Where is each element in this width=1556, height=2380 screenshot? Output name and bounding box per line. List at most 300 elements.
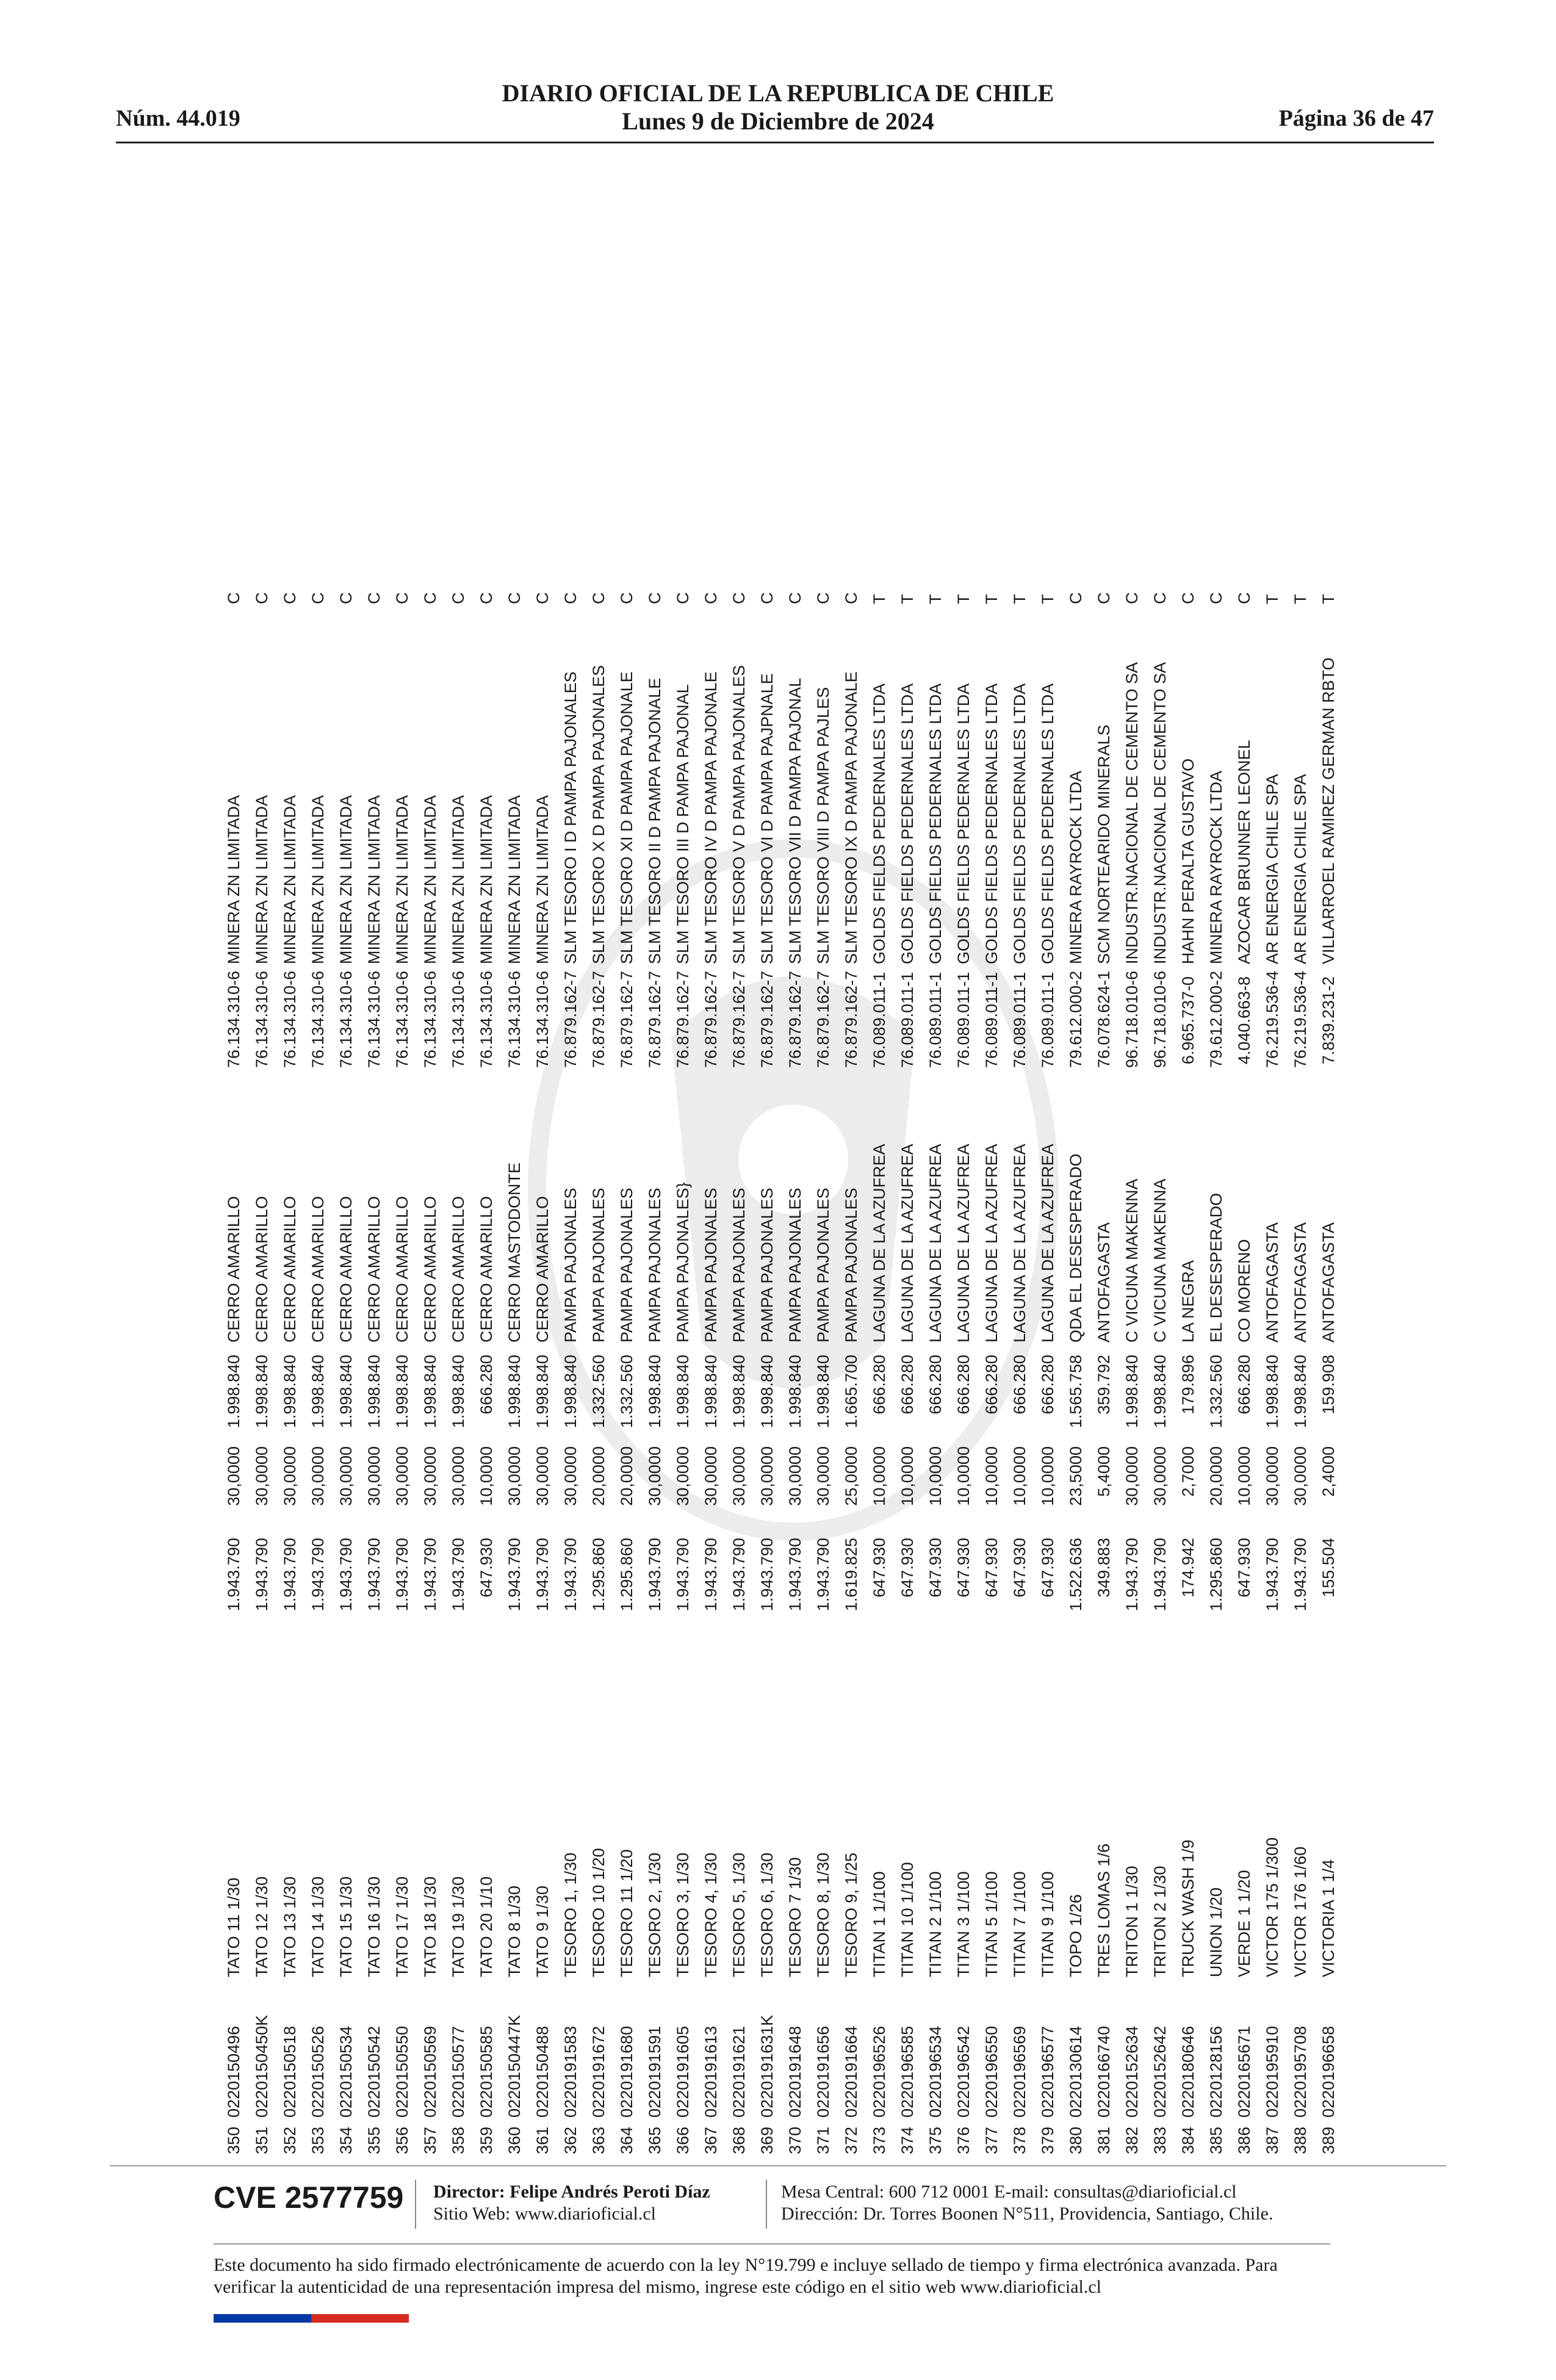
cell-hectares: 30,0000 <box>448 1446 467 1506</box>
cell-value-2: 1.998.840 <box>785 1355 804 1429</box>
cell-value-1: 1.943.790 <box>673 1538 692 1612</box>
cell-rut: 76.134.310-6 <box>420 970 439 1068</box>
cell-row-index: 378 <box>1010 2126 1029 2154</box>
cell-concession-name: TESORO 9, 1/25 <box>841 1852 860 1977</box>
publication-name: DIARIO OFICIAL DE LA REPUBLICA DE CHILE <box>502 79 1054 107</box>
cell-type-code: C <box>336 592 355 604</box>
cell-rol-number: 0220150542 <box>364 2025 383 2118</box>
cell-owner: MINERA ZN LIMITADA <box>448 795 467 964</box>
cell-rol-number: 0220191672 <box>589 2025 608 2118</box>
cell-rol-number: 0220191605 <box>673 2025 692 2118</box>
cell-rol-number: 0220196577 <box>1038 2025 1057 2118</box>
cell-type-code: C <box>280 592 299 604</box>
cell-type-code: C <box>589 592 608 604</box>
cell-location: CO MORENO <box>1234 1239 1253 1343</box>
cell-hectares: 30,0000 <box>561 1446 580 1506</box>
table-row <box>472 250 500 2154</box>
cell-rut: 76.134.310-6 <box>252 970 271 1068</box>
cell-location: CERRO AMARILLO <box>336 1195 355 1343</box>
cell-value-2: 1.998.840 <box>308 1355 327 1429</box>
cell-owner: GOLDS FIELDS PEDERNALES LTDA <box>1038 683 1057 964</box>
website-line: Sitio Web: www.diarioficial.cl <box>433 2204 657 2224</box>
cell-owner: SLM TESORO III D PAMPA PAJONAL <box>673 684 692 964</box>
cell-value-2: 159.908 <box>1319 1355 1338 1415</box>
cell-row-index: 367 <box>701 2126 720 2154</box>
table-row <box>697 250 725 2154</box>
cell-owner: SLM TESORO I D PAMPA PAJONALES <box>561 671 580 964</box>
cell-rol-number: 0220150450K <box>252 2014 271 2118</box>
cell-concession-name: TITAN 9 1/100 <box>1038 1871 1057 1977</box>
cell-location: C VICUNA MAKENNA <box>1150 1178 1169 1343</box>
cell-concession-name: TESORO 10 1/20 <box>589 1848 608 1977</box>
cell-value-2: 1.998.840 <box>645 1355 664 1429</box>
cell-hectares: 10,0000 <box>1010 1446 1029 1506</box>
cell-concession-name: TESORO 11 1/20 <box>617 1849 636 1977</box>
concessions-table <box>220 250 1342 2154</box>
cell-row-index: 386 <box>1234 2126 1253 2154</box>
cell-value-1: 1.943.790 <box>448 1538 467 1612</box>
cell-row-index: 372 <box>841 2126 860 2154</box>
cell-concession-name: TATO 14 1/30 <box>308 1876 327 1977</box>
cell-type-code: C <box>645 592 664 604</box>
address-line: Dirección: Dr. Torres Boonen N°511, Providencia, Santiago, Chile. <box>781 2204 1273 2224</box>
cell-owner: MINERA ZN LIMITADA <box>533 795 552 964</box>
table-row <box>1314 250 1342 2154</box>
cell-value-2: 1.998.840 <box>729 1355 748 1429</box>
issue-number: Núm. 44.019 <box>116 106 240 131</box>
table-row <box>220 250 248 2154</box>
table-row <box>248 250 276 2154</box>
table-row <box>1090 250 1118 2154</box>
cell-value-1: 1.943.790 <box>1262 1538 1281 1612</box>
cve-code: CVE 2577759 <box>214 2180 404 2215</box>
cell-value-1: 1.943.790 <box>533 1538 552 1612</box>
cell-hectares: 30,0000 <box>308 1446 327 1506</box>
cell-value-2: 1.998.840 <box>673 1355 692 1429</box>
cell-owner: SLM TESORO II D PAMPA PAJONALE <box>645 677 664 964</box>
cell-location: CERRO AMARILLO <box>448 1195 467 1343</box>
cell-location: CERRO AMARILLO <box>392 1195 411 1343</box>
cell-rol-number: 0220196569 <box>1010 2025 1029 2118</box>
cell-row-index: 375 <box>926 2126 945 2154</box>
table-row <box>1146 250 1174 2154</box>
cell-hectares: 20,0000 <box>617 1446 636 1506</box>
table-row <box>781 250 809 2154</box>
cell-rol-number: 0220180646 <box>1178 2025 1197 2118</box>
table-row <box>613 250 641 2154</box>
cell-value-1: 647.930 <box>477 1538 495 1598</box>
table-row <box>641 250 669 2154</box>
cell-location: LAGUNA DE LA AZUFREA <box>870 1144 888 1343</box>
cell-type-code: C <box>364 592 383 604</box>
cell-hectares: 30,0000 <box>1262 1446 1281 1506</box>
cell-row-index: 384 <box>1178 2126 1197 2154</box>
cell-row-index: 389 <box>1319 2126 1338 2154</box>
cell-location: PAMPA PAJONALES <box>701 1188 720 1343</box>
cell-row-index: 364 <box>617 2126 636 2154</box>
cell-hectares: 30,0000 <box>505 1446 524 1506</box>
cell-hectares: 10,0000 <box>982 1446 1001 1506</box>
publication-date: Lunes 9 de Diciembre de 2024 <box>622 107 934 135</box>
cell-owner: SLM TESORO IX D PAMPA PAJONALE <box>841 671 860 964</box>
cell-owner: GOLDS FIELDS PEDERNALES LTDA <box>898 683 917 964</box>
cell-location: LA NEGRA <box>1178 1260 1197 1343</box>
cell-owner: GOLDS FIELDS PEDERNALES LTDA <box>926 683 945 964</box>
cell-owner: MINERA RAYROCK LTDA <box>1066 770 1085 964</box>
cell-row-index: 376 <box>954 2126 973 2154</box>
cell-type-code: T <box>926 594 945 604</box>
table-row <box>669 250 697 2154</box>
cell-rol-number: 0220152634 <box>1122 2025 1141 2118</box>
cell-rut: 96.718.010-6 <box>1122 970 1141 1068</box>
cell-rut: 76.134.310-6 <box>448 970 467 1068</box>
cell-concession-name: TESORO 4, 1/30 <box>701 1852 720 1977</box>
cell-row-index: 385 <box>1206 2126 1225 2154</box>
cell-value-1: 1.943.790 <box>561 1538 580 1612</box>
cell-value-1: 647.930 <box>1234 1538 1253 1598</box>
cell-value-1: 1.943.790 <box>336 1538 355 1612</box>
cell-row-index: 362 <box>561 2126 580 2154</box>
cell-rol-number: 0220191664 <box>841 2025 860 2118</box>
cell-value-2: 666.280 <box>477 1355 495 1415</box>
cell-value-1: 1.943.790 <box>729 1538 748 1612</box>
cell-rol-number: 0220130614 <box>1066 2025 1085 2118</box>
cell-row-index: 379 <box>1038 2126 1057 2154</box>
cell-value-2: 1.998.840 <box>561 1355 580 1429</box>
cell-owner: SLM TESORO VIII D PAMPA PAJLES <box>813 687 832 964</box>
cell-row-index: 368 <box>729 2126 748 2154</box>
cell-rut: 76.134.310-6 <box>280 970 299 1068</box>
cell-row-index: 361 <box>533 2126 552 2154</box>
cell-owner: SLM TESORO XI D PAMPA PAJONALE <box>617 671 636 964</box>
cell-hectares: 25,0000 <box>841 1446 860 1506</box>
cell-rol-number: 0220196534 <box>926 2025 945 2118</box>
cell-concession-name: TESORO 2, 1/30 <box>645 1852 664 1977</box>
cell-concession-name: TATO 19 1/30 <box>448 1876 467 1977</box>
table-row <box>1258 250 1286 2154</box>
cell-rol-number: 0220196550 <box>982 2025 1001 2118</box>
cell-rut: 79.612.000-2 <box>1066 970 1085 1068</box>
cell-row-index: 359 <box>477 2126 495 2154</box>
cell-value-2: 179.896 <box>1178 1355 1197 1415</box>
cell-owner: MINERA ZN LIMITADA <box>505 795 524 964</box>
cell-rol-number: 0220195708 <box>1291 2025 1309 2118</box>
cell-hectares: 10,0000 <box>477 1446 495 1506</box>
cell-type-code: T <box>898 594 917 604</box>
cell-type-code: T <box>982 594 1001 604</box>
cell-rut: 76.879.162-7 <box>813 970 832 1068</box>
cell-concession-name: TESORO 7 1/30 <box>785 1857 804 1977</box>
cell-hectares: 10,0000 <box>870 1446 888 1506</box>
cell-concession-name: TESORO 5, 1/30 <box>729 1852 748 1977</box>
cell-rut: 76.078.624-1 <box>1094 970 1113 1068</box>
cell-type-code: T <box>1262 594 1281 604</box>
cell-value-2: 1.665.700 <box>841 1355 860 1429</box>
cell-rut: 7.839.231-2 <box>1319 976 1338 1065</box>
footer-director-block <box>433 2181 710 2225</box>
table-row <box>865 250 893 2154</box>
cell-hectares: 20,0000 <box>589 1446 608 1506</box>
cell-owner: AR ENERGIA CHILE SPA <box>1262 774 1281 964</box>
cell-row-index: 381 <box>1094 2126 1113 2154</box>
footer-divider <box>214 2243 1330 2245</box>
cell-rut: 4.040.663-8 <box>1234 976 1253 1065</box>
table-row <box>949 250 978 2154</box>
cell-concession-name: TATO 11 1/30 <box>224 1877 243 1977</box>
cell-value-1: 1.943.790 <box>785 1538 804 1612</box>
cell-row-index: 365 <box>645 2126 664 2154</box>
cell-concession-name: TATO 12 1/30 <box>252 1876 271 1977</box>
cell-rol-number: 0220152642 <box>1150 2025 1169 2118</box>
cell-type-code: C <box>757 592 776 604</box>
cell-owner: MINERA ZN LIMITADA <box>336 795 355 964</box>
cell-concession-name: TRITON 2 1/30 <box>1150 1866 1169 1977</box>
cell-value-1: 1.943.790 <box>505 1538 524 1612</box>
cell-type-code: T <box>1010 594 1029 604</box>
table-row <box>1034 250 1062 2154</box>
cell-row-index: 371 <box>813 2126 832 2154</box>
cell-rut: 79.612.000-2 <box>1206 970 1225 1068</box>
table-row <box>416 250 444 2154</box>
cell-rol-number: 0220196658 <box>1319 2025 1338 2118</box>
cell-rut: 76.219.536-4 <box>1262 970 1281 1068</box>
cell-location: EL DESESPERADO <box>1206 1192 1225 1343</box>
cell-row-index: 373 <box>870 2126 888 2154</box>
cell-value-2: 1.565.758 <box>1066 1355 1085 1429</box>
cell-value-1: 1.295.860 <box>589 1538 608 1612</box>
cell-value-1: 1.943.790 <box>392 1538 411 1612</box>
cell-rol-number: 0220196526 <box>870 2025 888 2118</box>
cell-value-2: 666.280 <box>1234 1355 1253 1415</box>
cell-concession-name: TATO 8 1/30 <box>505 1885 524 1977</box>
cell-hectares: 2,7000 <box>1178 1446 1197 1497</box>
cell-hectares: 10,0000 <box>1234 1446 1253 1506</box>
cell-type-code: T <box>1291 594 1309 604</box>
cell-location: C VICUNA MAKENNA <box>1122 1178 1141 1343</box>
cell-type-code: T <box>1319 594 1338 604</box>
cell-owner: MINERA RAYROCK LTDA <box>1206 770 1225 964</box>
table-row <box>528 250 556 2154</box>
cell-rut: 76.879.162-7 <box>673 970 692 1068</box>
signature-notice: Este documento ha sido firmado electrónicamente de acuerdo con la ley N°19.799 e incluye sellado de tiempo y firma electrónica avanzada. Para verificar la autenticidad de una representación impresa del mismo, ingrese este código en el sitio web www.diarioficial.cl <box>214 2255 1278 2297</box>
cell-location: PAMPA PAJONALES <box>841 1188 860 1343</box>
cell-hectares: 10,0000 <box>1038 1446 1057 1506</box>
cell-location: LAGUNA DE LA AZUFREA <box>1010 1144 1029 1343</box>
cell-rol-number: 0220150569 <box>420 2025 439 2118</box>
cell-rol-number: 0220166740 <box>1094 2025 1113 2118</box>
cell-type-code: C <box>1094 592 1113 604</box>
cell-value-1: 647.930 <box>870 1538 888 1598</box>
cell-type-code: C <box>252 592 271 604</box>
cell-value-2: 1.998.840 <box>1150 1355 1169 1429</box>
cell-value-2: 1.998.840 <box>813 1355 832 1429</box>
cell-type-code: C <box>1066 592 1085 604</box>
cell-concession-name: TRUCK WASH 1/9 <box>1178 1839 1197 1977</box>
cell-value-1: 1.943.790 <box>1150 1538 1169 1612</box>
cell-row-index: 356 <box>392 2126 411 2154</box>
cell-row-index: 352 <box>280 2126 299 2154</box>
cell-rol-number: 0220150585 <box>477 2025 495 2118</box>
cell-location: ANTOFAGASTA <box>1319 1222 1338 1343</box>
cell-value-1: 1.943.790 <box>757 1538 776 1612</box>
footer-separator <box>766 2180 767 2229</box>
cell-type-code: C <box>505 592 524 604</box>
cell-value-2: 666.280 <box>982 1355 1001 1415</box>
page-number: Página 36 de 47 <box>1278 106 1434 131</box>
cell-value-1: 1.943.790 <box>701 1538 720 1612</box>
cell-rut: 76.134.310-6 <box>336 970 355 1068</box>
cell-owner: AZOCAR BRUNNER LEONEL <box>1234 740 1253 964</box>
cell-value-1: 155.504 <box>1319 1538 1338 1598</box>
table-row <box>1062 250 1090 2154</box>
cell-type-code: C <box>1178 592 1197 604</box>
header-divider <box>116 142 1434 143</box>
cell-rol-number: 0220191656 <box>813 2025 832 2118</box>
cell-owner: MINERA ZN LIMITADA <box>224 795 243 964</box>
cell-value-2: 1.998.840 <box>364 1355 383 1429</box>
cell-hectares: 30,0000 <box>645 1446 664 1506</box>
cell-hectares: 30,0000 <box>785 1446 804 1506</box>
cell-type-code: C <box>561 592 580 604</box>
cell-value-1: 1.619.825 <box>841 1538 860 1612</box>
cell-value-1: 1.943.790 <box>1122 1538 1141 1612</box>
cell-hectares: 30,0000 <box>420 1446 439 1506</box>
cell-concession-name: TATO 13 1/30 <box>280 1876 299 1977</box>
cell-concession-name: TRES LOMAS 1/6 <box>1094 1843 1113 1977</box>
cell-value-2: 1.998.840 <box>420 1355 439 1429</box>
cell-value-1: 647.930 <box>982 1538 1001 1598</box>
cell-rut: 76.089.011-1 <box>982 972 1001 1068</box>
cell-hectares: 30,0000 <box>673 1446 692 1506</box>
cell-owner: GOLDS FIELDS PEDERNALES LTDA <box>982 683 1001 964</box>
cell-concession-name: TESORO 3, 1/30 <box>673 1852 692 1977</box>
cell-rut: 76.879.162-7 <box>785 970 804 1068</box>
cell-value-1: 1.943.790 <box>252 1538 271 1612</box>
cell-row-index: 363 <box>589 2126 608 2154</box>
cell-row-index: 353 <box>308 2126 327 2154</box>
cell-owner: SLM TESORO VII D PAMPA PAJONAL <box>785 677 804 964</box>
cell-location: PAMPA PAJONALES <box>561 1188 580 1343</box>
footer-contact-block <box>781 2181 1273 2225</box>
cell-type-code: C <box>1150 592 1169 604</box>
cell-location: ANTOFAGASTA <box>1094 1222 1113 1343</box>
cell-value-2: 1.998.840 <box>448 1355 467 1429</box>
cell-value-1: 647.930 <box>954 1538 973 1598</box>
cell-rut: 76.134.310-6 <box>477 970 495 1068</box>
cell-concession-name: TITAN 10 1/100 <box>898 1862 917 1977</box>
cell-rol-number: 0220128156 <box>1206 2025 1225 2118</box>
table-row <box>725 250 753 2154</box>
cell-location: PAMPA PAJONALES <box>729 1188 748 1343</box>
cell-hectares: 30,0000 <box>336 1446 355 1506</box>
cell-owner: SLM TESORO V D PAMPA PAJONALES <box>729 665 748 964</box>
cell-value-2: 666.280 <box>1038 1355 1057 1415</box>
cell-rut: 76.089.011-1 <box>1010 972 1029 1068</box>
cell-hectares: 10,0000 <box>898 1446 917 1506</box>
cell-value-1: 1.943.790 <box>645 1538 664 1612</box>
cell-row-index: 387 <box>1262 2126 1281 2154</box>
cell-row-index: 383 <box>1150 2126 1169 2154</box>
cell-location: PAMPA PAJONALES} <box>673 1182 692 1343</box>
cell-value-1: 1.295.860 <box>1206 1538 1225 1612</box>
cell-concession-name: VICTOR 175 1/300 <box>1262 1837 1281 1977</box>
table-row <box>304 250 332 2154</box>
cell-value-2: 1.998.840 <box>1291 1355 1309 1429</box>
table-row <box>837 250 865 2154</box>
cell-rol-number: 0220191613 <box>701 2025 720 2118</box>
cell-hectares: 2,4000 <box>1319 1446 1338 1497</box>
cell-value-1: 647.930 <box>926 1538 945 1598</box>
cell-owner: MINERA ZN LIMITADA <box>364 795 383 964</box>
cell-type-code: C <box>392 592 411 604</box>
cell-rol-number: 0220150526 <box>308 2025 327 2118</box>
cell-hectares: 30,0000 <box>280 1446 299 1506</box>
cell-rol-number: 0220150577 <box>448 2025 467 2118</box>
cell-owner: VILLARROEL RAMIREZ GERMAN RBTO <box>1319 657 1338 964</box>
table-row <box>360 250 388 2154</box>
cell-row-index: 358 <box>448 2126 467 2154</box>
cell-rut: 76.089.011-1 <box>1038 972 1057 1068</box>
cell-location: CERRO AMARILLO <box>280 1195 299 1343</box>
cell-hectares: 30,0000 <box>813 1446 832 1506</box>
table-row <box>388 250 416 2154</box>
cell-value-2: 666.280 <box>1010 1355 1029 1415</box>
table-row <box>1202 250 1230 2154</box>
cell-type-code: C <box>533 592 552 604</box>
table-row <box>921 250 949 2154</box>
cell-value-2: 666.280 <box>926 1355 945 1415</box>
cell-owner: INDUSTR.NACIONAL DE CEMENTO SA <box>1150 662 1169 964</box>
cell-location: CERRO AMARILLO <box>477 1195 495 1343</box>
cell-owner: MINERA ZN LIMITADA <box>420 795 439 964</box>
cell-rol-number: 0220195910 <box>1262 2025 1281 2118</box>
cell-concession-name: TESORO 1, 1/30 <box>561 1852 580 1977</box>
cell-type-code: C <box>701 592 720 604</box>
cell-concession-name: TITAN 1 1/100 <box>870 1871 888 1977</box>
table-row <box>893 250 921 2154</box>
cell-location: CERRO AMARILLO <box>420 1195 439 1343</box>
table-row <box>585 250 613 2154</box>
cell-location: CERRO AMARILLO <box>533 1195 552 1343</box>
cell-owner: SCM NORTEARIDO MINERALS <box>1094 724 1113 964</box>
cell-rut: 76.879.162-7 <box>617 970 636 1068</box>
cell-rol-number: 0220191591 <box>645 2025 664 2118</box>
cell-type-code: T <box>954 594 973 604</box>
cell-concession-name: VICTORIA 1 1/4 <box>1319 1859 1338 1977</box>
cell-concession-name: TITAN 3 1/100 <box>954 1871 973 1977</box>
cell-rol-number: 0220150534 <box>336 2025 355 2118</box>
cell-location: LAGUNA DE LA AZUFREA <box>926 1144 945 1343</box>
cell-concession-name: TATO 18 1/30 <box>420 1876 439 1977</box>
cell-value-1: 647.930 <box>898 1538 917 1598</box>
cell-value-1: 1.943.790 <box>364 1538 383 1612</box>
cell-row-index: 354 <box>336 2126 355 2154</box>
table-row <box>753 250 781 2154</box>
cell-hectares: 30,0000 <box>1122 1446 1141 1506</box>
cell-value-2: 1.998.840 <box>392 1355 411 1429</box>
cell-concession-name: TATO 20 1/10 <box>477 1876 495 1977</box>
table-row <box>276 250 304 2154</box>
cell-row-index: 366 <box>673 2126 692 2154</box>
table-row <box>444 250 472 2154</box>
cell-value-1: 647.930 <box>1038 1538 1057 1598</box>
cell-rut: 76.879.162-7 <box>729 970 748 1068</box>
cell-type-code: C <box>813 592 832 604</box>
cell-location: PAMPA PAJONALES <box>617 1188 636 1343</box>
cell-location: LAGUNA DE LA AZUFREA <box>898 1144 917 1343</box>
cell-location: CERRO AMARILLO <box>252 1195 271 1343</box>
table-row <box>1006 250 1034 2154</box>
